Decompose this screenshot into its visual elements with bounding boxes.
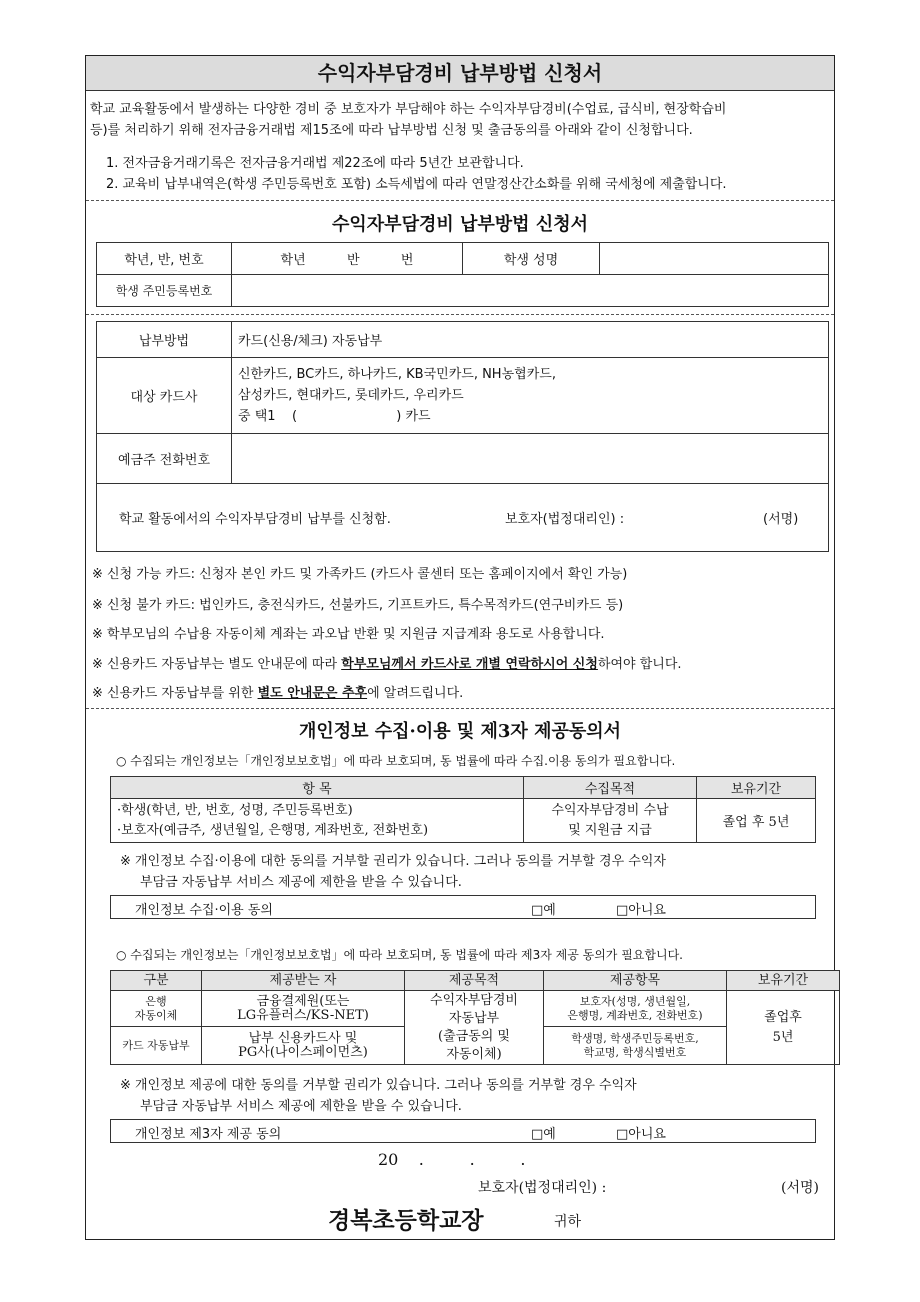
header-type: 구분 xyxy=(111,971,202,991)
method-value: 카드(신용/체크) 자동납부 xyxy=(232,322,829,358)
third-warning-1: ※ 개인정보 제공에 대한 동의를 거부할 권리가 있습니다. 그러나 동의를 거부할 경우 수익자 xyxy=(120,1078,637,1093)
collection-consent-label: 개인정보 수집·이용 동의 xyxy=(135,903,273,918)
header-item: 항 목 xyxy=(111,777,524,799)
rrn-label: 학생 주민등록번호 xyxy=(97,275,232,307)
privacy-warning-1: ※ 개인정보 수집·이용에 대한 동의를 거부할 권리가 있습니다. 그러나 동의를 거부할 경우 수익자 xyxy=(120,854,666,869)
bank-recipient-1: 금융결제원(또는 xyxy=(256,993,350,1009)
third-party-table xyxy=(110,970,840,1065)
item-guardian: ·보호자(예금주, 생년월일, 은행명, 계좌번호, 전화번호) xyxy=(117,822,429,838)
card-label: 대상 카드사 xyxy=(97,358,232,434)
collection-consent-no[interactable]: □아니요 xyxy=(616,903,666,918)
bank-recipient-2: LG유플러스/KS-NET) xyxy=(237,1007,369,1023)
third-consent-no[interactable]: □아니요 xyxy=(616,1127,666,1142)
bank-items-2: 은행명, 계좌번호, 전화번호) xyxy=(567,1008,703,1022)
third-purpose-2: 자동납부 xyxy=(448,1010,500,1026)
payment-table xyxy=(96,321,829,552)
purpose-line-1: 수익자부담경비 수납 xyxy=(551,802,669,818)
student-name-label: 학생 성명 xyxy=(463,243,600,275)
apply-text: 학교 활동에서의 수익자부담경비 납부를 신청함. xyxy=(119,512,391,527)
header-recipient: 제공받는 자 xyxy=(202,971,405,991)
bank-type-2: 자동이체 xyxy=(134,1008,178,1022)
third-purpose-3: (출금동의 및 xyxy=(438,1028,510,1044)
footer-guardian-label: 보호자(법정대리인) : xyxy=(478,1180,607,1196)
third-period-2: 5년 xyxy=(772,1029,794,1045)
apply-row xyxy=(97,484,829,552)
third-purpose-1: 수익자부담경비 xyxy=(430,992,518,1008)
bank-type-1: 은행 xyxy=(145,994,167,1008)
item-student: ·학생(학년, 반, 번호, 성명, 주민등록번호) xyxy=(117,802,353,818)
grade-label: 학년, 반, 번호 xyxy=(97,243,232,275)
note-text: ※ 신용카드 자동납부를 위한 xyxy=(92,686,258,701)
note-text: 하여야 합니다. xyxy=(597,657,682,672)
divider xyxy=(86,314,834,315)
intro-line-2: 등)를 처리하기 위해 전자금융거래법 제15조에 따라 납부방법 신청 및 출금동의를 아래와 같이 신청합니다. xyxy=(90,123,693,138)
phone-field[interactable] xyxy=(232,434,829,484)
note-text: 에 알려드립니다. xyxy=(367,686,464,701)
third-warning-2: 부담금 자동납부 서비스 제공에 제한을 받을 수 있습니다. xyxy=(140,1099,462,1114)
privacy-title: 개인정보 수집·이용 및 제3자 제공동의서 xyxy=(298,721,622,742)
note-available-cards: ※ 신청 가능 카드: 신청자 본인 카드 및 가족카드 (카드사 콜센터 또는 홈페이지에서 확인 가능) xyxy=(92,567,628,582)
third-consent-row xyxy=(110,1119,816,1143)
date-field[interactable]: 20 . . . xyxy=(378,1150,526,1169)
note-emphasis: 별도 안내문은 추후 xyxy=(257,686,368,701)
card-recipient-2: PG사(나이스페이먼츠) xyxy=(238,1044,368,1060)
collection-consent-row xyxy=(110,895,816,919)
guardian-label: 보호자(법정대리인) : xyxy=(505,512,625,527)
note-unavailable-cards: ※ 신청 불가 카드: 법인카드, 충전식카드, 선불카드, 기프트카드, 특수목적카드(연구비카드 등) xyxy=(92,598,624,613)
intro-line-1: 학교 교육활동에서 발생하는 다양한 경비 중 보호자가 부담해야 하는 수익자부담경비(수업료, 급식비, 현장학습비 xyxy=(90,102,727,117)
note-emphasis: 학부모님께서 카드사로 개별 연락하시어 신청 xyxy=(341,657,598,672)
third-consent-yes[interactable]: □예 xyxy=(531,1127,556,1142)
note-card-contact xyxy=(92,653,682,672)
header-purpose: 수집목적 xyxy=(524,777,697,799)
header-third-purpose: 제공목적 xyxy=(405,971,544,991)
card-choice-field[interactable]: 중 택1 ( ) 카드 xyxy=(238,409,431,424)
divider xyxy=(86,200,834,201)
card-items-1: 학생명, 학생주민등록번호, xyxy=(571,1031,699,1045)
intro-note-2: 2. 교육비 납부내역은(학생 주민등록번호 포함) 소득세법에 따라 연말정산간소화를 위해 국세청에 제출합니다. xyxy=(106,177,727,192)
note-guide-later xyxy=(92,682,463,701)
collection-consent-yes[interactable]: □예 xyxy=(531,903,556,918)
footer-sign-field[interactable]: (서명) xyxy=(781,1180,819,1196)
card-items-2: 학교명, 학생식별번호 xyxy=(583,1045,687,1059)
honorific: 귀하 xyxy=(554,1214,582,1230)
retention-period: 졸업 후 5년 xyxy=(697,799,816,843)
note-text: ※ 신용카드 자동납부는 별도 안내문에 따라 xyxy=(92,657,342,672)
header-period: 보유기간 xyxy=(697,777,816,799)
header-items: 제공항목 xyxy=(544,971,727,991)
third-consent-label: 개인정보 제3자 제공 동의 xyxy=(135,1127,282,1142)
third-period-1: 졸업후 xyxy=(764,1009,802,1025)
student-name-field[interactable] xyxy=(600,243,829,275)
privacy-intro: ○ 수집되는 개인정보는「개인정보보호법」에 따라 보호되며, 동 법률에 따라 수집.이용 동의가 필요합니다. xyxy=(116,754,676,768)
card-recipient-1: 납부 신용카드사 및 xyxy=(248,1030,358,1046)
section-title: 수익자부담경비 납부방법 신청서 xyxy=(332,214,588,235)
divider xyxy=(86,708,834,709)
bank-items-1: 보호자(성명, 생년월일, xyxy=(579,994,691,1008)
student-info-table xyxy=(96,242,829,307)
form-title: 수익자부담경비 납부방법 신청서 xyxy=(86,56,834,91)
application-form xyxy=(85,55,835,1240)
third-party-intro: ○ 수집되는 개인정보는「개인정보보호법」에 따라 보호되며, 동 법률에 따라 제3자 제공 동의가 필요합니다. xyxy=(116,948,683,962)
third-purpose-4: 자동이체) xyxy=(446,1046,502,1062)
card-list-line-2: 삼성카드, 현대카드, 롯데카드, 우리카드 xyxy=(238,388,464,403)
header-third-period: 보유기간 xyxy=(727,971,840,991)
rrn-field[interactable] xyxy=(232,275,829,307)
note-account-usage: ※ 학부모님의 수납용 자동이체 계좌는 과오납 반환 및 지원금 지급계좌 용도로 사용합니다. xyxy=(92,627,605,642)
intro-note-1: 1. 전자금융거래기록은 전자금융거래법 제22조에 따라 5년간 보관합니다. xyxy=(106,156,524,171)
method-label: 납부방법 xyxy=(97,322,232,358)
card-type: 카드 자동납부 xyxy=(111,1027,202,1065)
grade-field[interactable]: 학년 반 번 xyxy=(232,243,463,275)
purpose-line-2: 및 지원금 지급 xyxy=(568,822,652,838)
phone-label: 예금주 전화번호 xyxy=(97,434,232,484)
card-list-line-1: 신한카드, BC카드, 하나카드, KB국민카드, NH농협카드, xyxy=(238,367,556,382)
principal-name: 경복초등학교장 xyxy=(328,1207,484,1234)
collection-table xyxy=(110,776,816,843)
sign-field[interactable]: (서명) xyxy=(763,512,799,527)
privacy-warning-2: 부담금 자동납부 서비스 제공에 제한을 받을 수 있습니다. xyxy=(140,875,462,890)
